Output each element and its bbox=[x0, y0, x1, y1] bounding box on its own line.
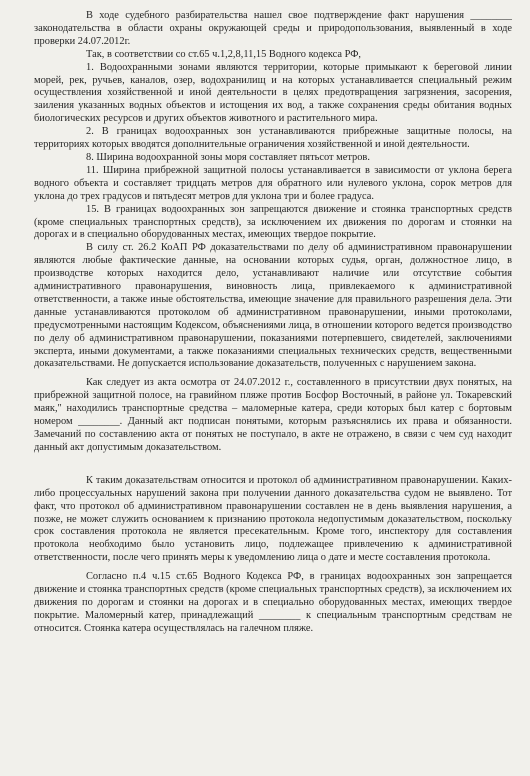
paragraph-item-11: 11. Ширина прибрежной защитной полосы устанавливается в зависимости от уклона берега водного объекта и составляет тридцать метров для обратного или нулевого уклона, сорок метров для уклона до трех градусов и пятьдесят метров для уклона три и более градуса. bbox=[34, 164, 512, 202]
paragraph-intro: В ходе судебного разбирательства нашел свое подтверждение факт нарушения ________ законодательства в области охраны окружающей среды и природопользования, выявленный в ходе проверки 24.07.2012г. bbox=[34, 10, 512, 47]
document-body bbox=[34, 10, 512, 636]
paragraph-item-1: 1. Водоохранными зонами являются территории, которые примыкают к береговой линии морей, рек, ручьев, каналов, озер, водохранилищ и на которых устанавливается специальный режим осуществления хозяйственной и иной деятельности в целях предотвращения загрязнения, засорения, заиления указанных водных объектов и истощения их вод, а также сохранения среды обитания водных биологических ресурсов и других объектов животного и растительного мира. bbox=[34, 61, 512, 125]
paragraph-inspection-act: Как следует из акта осмотра от 24.07.2012 г., составленного в присутствии двух понятых, на прибрежной защитной полосе, на гравийном пляже против Босфор Восточный, в районе ул. Токаревский маяк," находились транспортные средства – маломерные катера, среди которых был катер с бортовым номером ________. Данный акт подписан понятыми, которым разъяснялись их права и обязанности. Замечаний по составлению акта от понятых не поступало, в акте не отражено, в связи с чем суд находит данный акт допустимым доказательством. bbox=[34, 377, 512, 453]
paragraph-water-code-ref: Так, в соответствии со ст.65 ч.1,2,8,11,15 Водного кодекса РФ, bbox=[86, 48, 362, 60]
paragraph-protocol: К таким доказательствам относится и протокол об административном правонарушении. Каких-либо процессуальных нарушений закона при получении данного доказательства судом не выявлено. Тот факт, что протокол об административном правонарушении составлен не в день выявления нарушения, а позже, не может служить основанием к признанию протокола недопустимым доказательством, поскольку срок составления протокола не является пресекательным. Кроме того, инспектору для составления протокола необходимо было установить лицо, подлежащее привлечению к административной ответственности, после чего принять меры к уведомлению лица о дате и месте составления протокола. bbox=[34, 474, 512, 564]
paragraph-koap-26-2: В силу ст. 26.2 КоАП РФ доказательствами по делу об административном правонарушении являются любые фактические данные, на основании которых судья, орган, должностное лицо, в производстве которых находится дело, устанавливают наличие или отсутствие события административного правонарушения, виновность лица, привлекаемого к административной ответственности, а также иные обстоятельства, имеющие значение для правильного разрешения дела. Эти данные устанавливаются протоколом об административном правонарушении, иными протоколами, предусмотренными настоящим Кодексом, объяснениями лица, в отношении которого ведется производство по делу об административном правонарушении, показаниями потерпевшего, свидетелей, заключениями эксперта, иными документами, а также показаниями специальных технических средств, вещественными доказательствами. Не допускается использование доказательств, полученных с нарушением закона. bbox=[34, 242, 512, 370]
paragraph-item-2: 2. В границах водоохранных зон устанавливаются прибрежные защитные полосы, на территориях которых вводятся дополнительные ограничения хозяйственной и иной деятельности. bbox=[34, 126, 512, 151]
paragraph-item-15: 15. В границах водоохранных зон запрещаются движение и стоянка транспортных средств (кроме специальных транспортных средств), за исключением их движения по дорогам и стоянки на дорогах и в специально оборудованных местах, имеющих твердое покрытие. bbox=[34, 203, 512, 241]
paragraph-item-8: 8. Ширина водоохранной зоны моря составляет пятьсот метров. bbox=[86, 151, 370, 163]
paragraph-conclusion: Согласно п.4 ч.15 ст.65 Водного Кодекса РФ, в границах водоохранных зон запрещается движение и стоянка транспортных средств (кроме специальных транспортных средств), за исключением их движения по дорогам и стоянки на дорогах и в специально оборудованных местах, имеющих твердое покрытие. Маломерный катер, принадлежащий ________ к специальным транспортным средствам не относится. Стоянка катера осуществлялась на галечном пляже. bbox=[34, 571, 512, 634]
